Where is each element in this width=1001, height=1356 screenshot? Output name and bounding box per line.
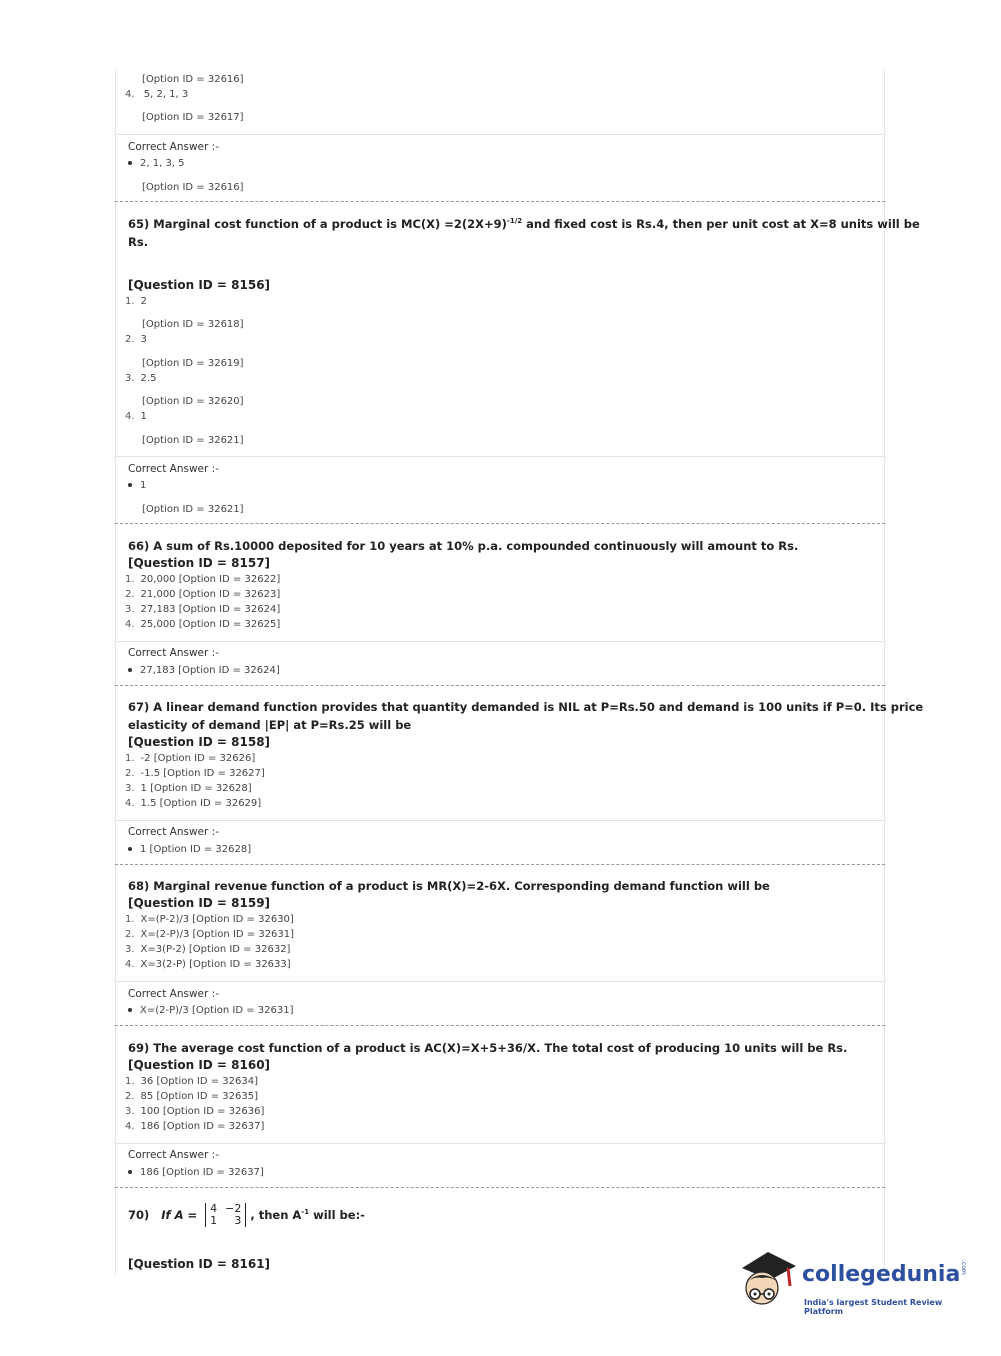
superscript: -1/2 (506, 217, 523, 226)
divider (115, 981, 885, 982)
question-text: 69) The average cost function of a product is AC(X)=X+5+36/X. The total cost of producing 10 units will be Rs. (128, 1041, 848, 1055)
question-text (128, 1198, 365, 1229)
question-text-part: and fixed cost is Rs.4, then per unit cost at X=8 units will be (522, 217, 920, 231)
option-text: 36 [Option ID = 32634] (140, 1076, 259, 1087)
option-item (125, 929, 294, 940)
correct-answer (128, 1167, 264, 1178)
question-text-cont: Rs. (128, 235, 149, 249)
brand-domain: .com (960, 1260, 967, 1275)
question-text: 68) Marginal revenue function of a product is MR(X)=2-6X. Corresponding demand function will be (128, 879, 770, 893)
option-id: [Option ID = 32620] (142, 396, 244, 407)
option-number: 3. (125, 944, 135, 955)
option-number: 4. (125, 619, 135, 630)
question-text-part: 65) Marginal cost function of a product is MC(X) =2(2X+9) (128, 217, 507, 231)
option-number: 2. (125, 768, 135, 779)
brand-tagline: India's largest Student Review Platform (804, 1298, 943, 1316)
question-separator (115, 685, 885, 686)
option-number: 1. (125, 296, 135, 307)
option-text: 2 (140, 296, 147, 307)
option-number: 4. (125, 798, 135, 809)
option-item (125, 334, 147, 345)
option-text: 25,000 [Option ID = 32625] (140, 619, 281, 630)
correct-answer-label: Correct Answer :- (128, 647, 219, 659)
matrix-cell: 1 (210, 1214, 218, 1228)
option-text: 5, 2, 1, 3 (143, 89, 189, 100)
option-number: 3. (125, 783, 135, 794)
option-id: [Option ID = 32621] (142, 435, 244, 446)
option-item (125, 798, 261, 809)
option-text: -1.5 [Option ID = 32627] (140, 768, 265, 779)
question-id: [Question ID = 8157] (128, 556, 271, 570)
right-border (884, 70, 885, 1276)
option-text: 85 [Option ID = 32635] (140, 1091, 259, 1102)
option-number: 2. (125, 589, 135, 600)
option-number: 3. (125, 1106, 135, 1117)
answer-text: 2, 1, 3, 5 (140, 158, 185, 169)
option-number: 4. (125, 1121, 135, 1132)
answer-text: 1 [Option ID = 32628] (140, 844, 252, 855)
option-number: 4. (125, 959, 135, 970)
option-text: 1.5 [Option ID = 32629] (140, 798, 262, 809)
option-id: [Option ID = 32619] (142, 358, 244, 369)
option-item (125, 1091, 258, 1102)
option-text: -2 [Option ID = 32626] (140, 753, 256, 764)
correct-answer-label: Correct Answer :- (128, 826, 219, 838)
option-item (125, 296, 147, 307)
superscript: -1 (301, 1208, 310, 1216)
divider (115, 820, 885, 821)
option-text: 186 [Option ID = 32637] (140, 1121, 265, 1132)
question-text: 67) A linear demand function provides that quantity demanded is NIL at P=Rs.50 and demand is 100 units if P=0. Its price (128, 700, 924, 714)
answer-text: 1 (140, 480, 147, 491)
correct-answer (128, 480, 146, 491)
correct-answer (128, 1005, 294, 1016)
question-id: [Question ID = 8156] (128, 278, 271, 292)
option-item (125, 373, 156, 384)
correct-answer (128, 665, 280, 676)
option-item (125, 944, 290, 955)
option-number: 1. (125, 753, 135, 764)
question-separator (115, 1025, 885, 1026)
option-text: X=(2-P)/3 [Option ID = 32631] (140, 929, 295, 940)
correct-answer (128, 844, 251, 855)
question-text-part: , then A (250, 1207, 302, 1222)
option-text: 20,000 [Option ID = 32622] (140, 574, 281, 585)
mascot-icon (738, 1246, 800, 1316)
correct-answer-label: Correct Answer :- (128, 988, 219, 1000)
option-text: X=(P-2)/3 [Option ID = 32630] (140, 914, 294, 925)
divider (115, 641, 885, 642)
bullet-icon (128, 161, 132, 165)
option-number: 3. (125, 373, 135, 384)
bullet-icon (128, 847, 132, 851)
option-id: [Option ID = 32621] (142, 504, 244, 515)
option-item (125, 1121, 264, 1132)
divider (115, 456, 885, 457)
option-item (125, 783, 252, 794)
option-item (125, 589, 280, 600)
left-border (115, 70, 116, 1276)
option-text: 2.5 (140, 373, 157, 384)
option-text: 21,000 [Option ID = 32623] (140, 589, 281, 600)
bullet-icon (128, 483, 132, 487)
question-id: [Question ID = 8160] (128, 1058, 271, 1072)
matrix-cell: 4 (210, 1202, 218, 1216)
option-number: 1. (125, 1076, 135, 1087)
option-item (125, 753, 255, 764)
option-text: 3 (140, 334, 147, 345)
divider (115, 134, 885, 135)
bullet-icon (128, 1008, 132, 1012)
option-item (125, 574, 280, 585)
option-number: 1. (125, 574, 135, 585)
answer-text: 27,183 [Option ID = 32624] (140, 665, 280, 676)
option-number: 2. (125, 929, 135, 940)
question-separator (115, 1187, 885, 1188)
question-text-part: will be:- (309, 1207, 365, 1222)
matrix (205, 1203, 246, 1227)
question-text: 66) A sum of Rs.10000 deposited for 10 years at 10% p.a. compounded continuously will amount to Rs. (128, 539, 799, 553)
option-id: [Option ID = 32616] (142, 182, 244, 193)
option-item (125, 1106, 264, 1117)
option-number: 1. (125, 914, 135, 925)
option-text: 1 [Option ID = 32628] (140, 783, 252, 794)
option-item (125, 411, 147, 422)
option-item (125, 768, 265, 779)
option-text: X=3(P-2) [Option ID = 32632] (140, 944, 291, 955)
option-number: 4. (125, 411, 135, 422)
bullet-icon (128, 668, 132, 672)
question-id: [Question ID = 8159] (128, 896, 271, 910)
question-text-cont: elasticity of demand |EP| at P=Rs.25 will be (128, 718, 412, 732)
option-item (125, 959, 291, 970)
question-separator (115, 864, 885, 865)
matrix-cell: 3 (234, 1214, 242, 1228)
brand-name: collegedunia (802, 1262, 961, 1287)
option-id: [Option ID = 32616] (142, 74, 244, 85)
question-id: [Question ID = 8158] (128, 735, 271, 749)
option-item (125, 914, 294, 925)
question-number: 70) (128, 1207, 150, 1222)
option-number: 2. (125, 334, 135, 345)
option-text: X=3(2-P) [Option ID = 32633] (140, 959, 291, 970)
divider (115, 1143, 885, 1144)
option-number: 3. (125, 604, 135, 615)
matrix-cell: −2 (225, 1202, 242, 1216)
option-item (125, 1076, 258, 1087)
option-text: 27,183 [Option ID = 32624] (140, 604, 281, 615)
correct-answer-label: Correct Answer :- (128, 141, 219, 153)
option-number: 4. (125, 89, 135, 100)
option-item (125, 604, 280, 615)
option-id: [Option ID = 32618] (142, 319, 244, 330)
question-id: [Question ID = 8161] (128, 1257, 271, 1271)
correct-answer-label: Correct Answer :- (128, 463, 219, 475)
option-text: 100 [Option ID = 32636] (140, 1106, 265, 1117)
option-item (125, 89, 188, 100)
correct-answer-label: Correct Answer :- (128, 1149, 219, 1161)
question-text (128, 217, 920, 231)
answer-text: X=(2-P)/3 [Option ID = 32631] (140, 1005, 294, 1016)
question-separator (115, 523, 885, 524)
option-number: 2. (125, 1091, 135, 1102)
correct-answer (128, 158, 185, 169)
question-text-part: If A = (161, 1207, 198, 1222)
option-text: 1 (140, 411, 147, 422)
question-separator (115, 201, 885, 202)
answer-text: 186 [Option ID = 32637] (140, 1167, 264, 1178)
bullet-icon (128, 1170, 132, 1174)
option-id: [Option ID = 32617] (142, 112, 244, 123)
option-item (125, 619, 280, 630)
collegedunia-logo (738, 1246, 978, 1316)
